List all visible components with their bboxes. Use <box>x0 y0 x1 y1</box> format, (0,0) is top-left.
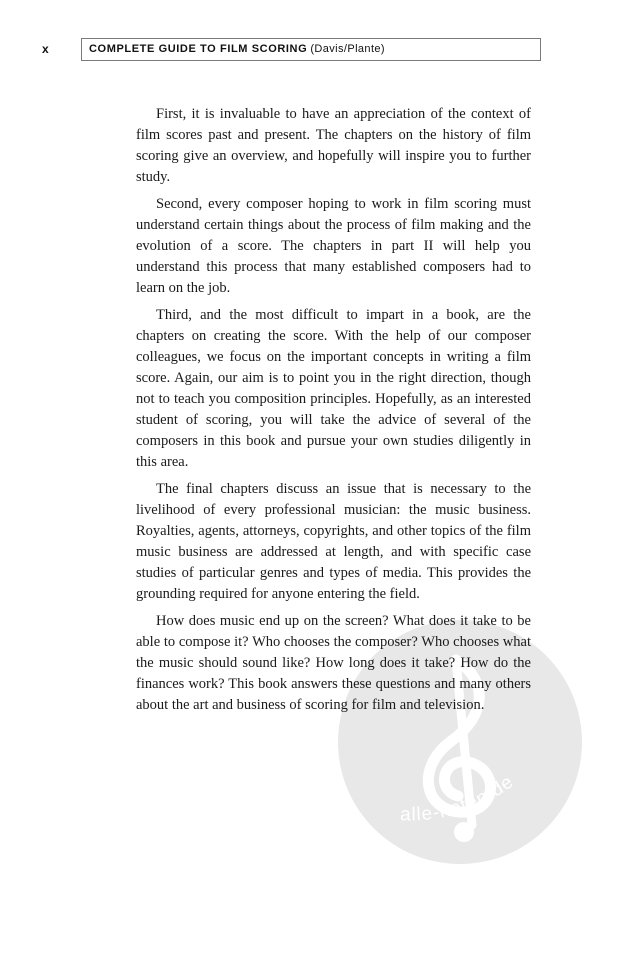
body-text <box>136 104 531 722</box>
paragraph: First, it is invaluable to have an appreciation of the context of film scores past and present. The chapters on the history of film scoring give an overview, and hopefully will inspire you to further study. <box>136 106 531 185</box>
paragraph: Second, every composer hoping to work in film scoring must understand certain things about the process of film making and the evolution of a score. The chapters in part II will help you understand this process that many established composers had to learn on the job. <box>136 196 531 296</box>
paragraph: How does music end up on the screen? What does it take to be able to compose it? Who chooses the composer? Who chooses what the music should sound like? How long does it take? How do the finances work? This book answers these questions and many others about the art and business of scoring for film and television. <box>136 613 531 713</box>
watermark-text: alle-noten.de <box>399 771 518 826</box>
paragraph: The final chapters discuss an issue that is necessary to the livelihood of every professional musician: the music business. Royalties, agents, attorneys, copyrights, and other topics of the film music business are addressed at length, and with specific case studies of particular genres and types of media. This provides the grounding required for anyone entering the field. <box>136 481 531 602</box>
page-number: x <box>42 42 49 56</box>
running-header <box>81 38 541 61</box>
book-title: COMPLETE GUIDE TO FILM SCORING <box>89 43 308 55</box>
book-authors: (Davis/Plante) <box>310 43 385 55</box>
paragraph: Third, and the most difficult to impart in a book, are the chapters on creating the score. With the help of our composer colleagues, we focus on the important concepts in writing a film score. Again, our aim is to point you in the right direction, though not to teach you composition principles. Hopefully, as an interested student of scoring, you will take the advice of several of the composers in this book and pursue your own studies diligently in this area. <box>136 307 531 470</box>
